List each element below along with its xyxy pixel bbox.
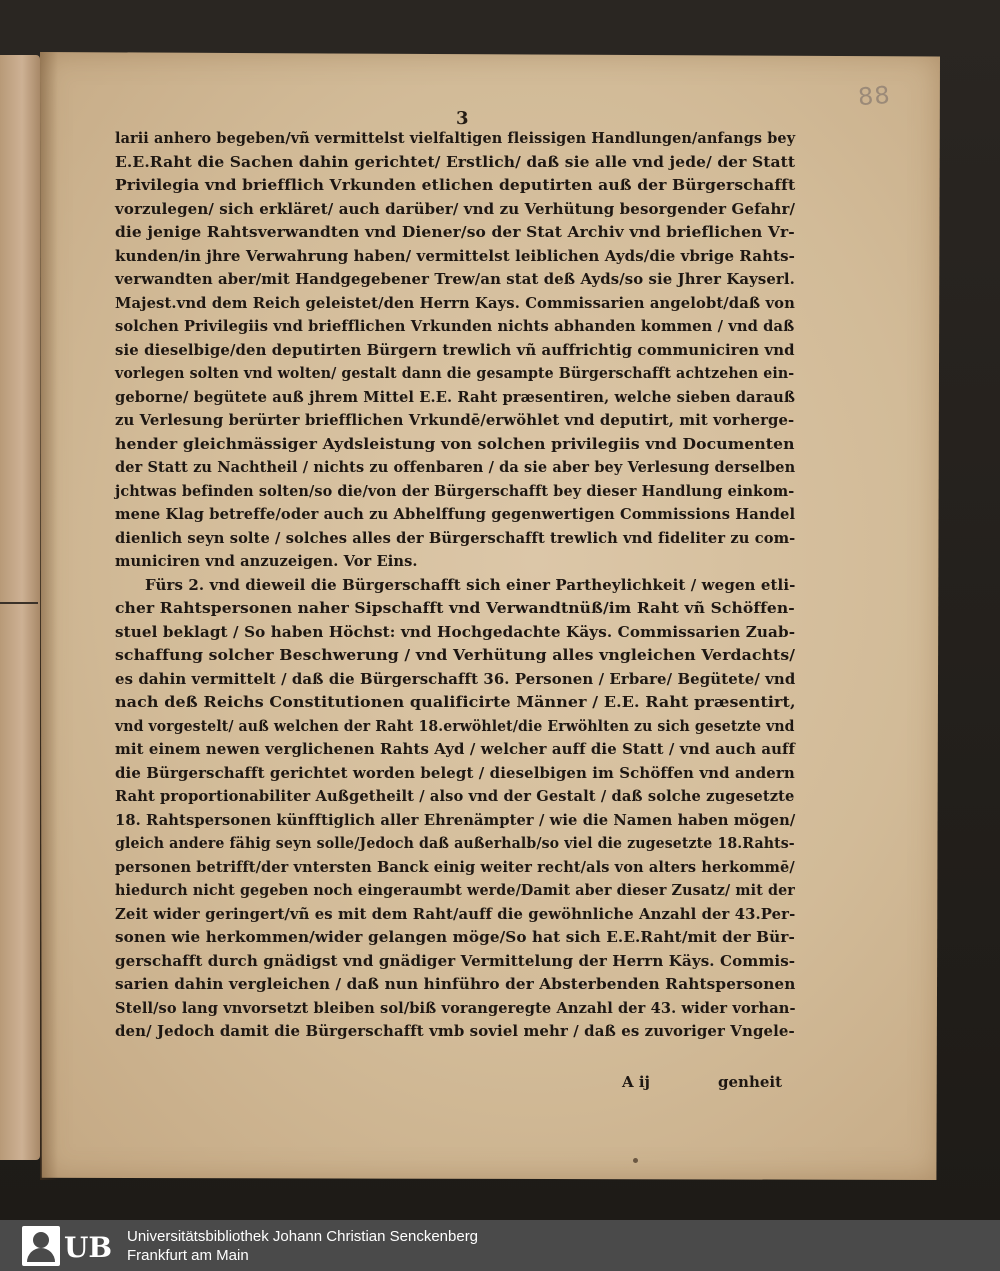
text-line: die Bürgerschafft gerichtet worden belegt / dieselbigen im Schöffen vnd andern (115, 764, 795, 782)
text-line: schaffung solcher Beschwerung / vnd Verhütung alles vngleichen Verdachts/ (115, 647, 796, 664)
text-line: Fürs 2. vnd dieweil die Bürgerschafft sich einer Partheylichkeit / wegen etli- (145, 576, 796, 594)
text-line: jchtwas befinden solten/so die/von der Bürgerschafft bey dieser Handlung einkom- (115, 482, 795, 500)
text-line: nach deß Reichs Constitutionen qualificirte Männer / E.E. Raht præsentirt, (115, 694, 796, 711)
text-line: sarien dahin vergleichen / daß nun hinführo der Absterbenden Rahtspersonen (115, 976, 796, 993)
text-line: der Statt zu Nachtheil / nichts zu offenbaren / da sie aber bey Verlesung derselben (115, 459, 796, 476)
text-line: solchen Privilegiis vnd briefflichen Vrkunden nichts abhanden kommen / vnd daß (115, 318, 795, 335)
pencil-folio-note: 88 (857, 80, 892, 112)
library-logo-text[interactable]: UB (64, 1231, 113, 1264)
text-line: vorlegen solten vnd wolten/ gestalt dann die gesampte Bürgerschafft achtzehen ein- (115, 365, 795, 382)
text-line: Majest.vnd dem Reich geleistet/den Herrn Kays. Commissarien angelobt/daß von (115, 294, 795, 312)
text-line: hiedurch nicht gegeben noch eingeraumbt werde/Damit aber dieser Zusatz/ mit der (115, 882, 795, 899)
previous-page-edge (0, 55, 40, 1160)
text-line: dienlich seyn solte / solches alles der Bürgerschafft trewlich vnd fideliter zu com- (115, 529, 796, 547)
text-line: gleich andere fähig seyn solle/Jedoch daß außerhalb/so viel die zugesetzte 18.Rahts- (115, 835, 795, 852)
text-line: verwandten aber/mit Handgegebener Trew/an stat deß Ayds/so sie Jhrer Kayserl. (115, 271, 795, 288)
text-line: den/ Jedoch damit die Bürgerschafft vmb soviel mehr / daß es zuvoriger Vngele- (115, 1023, 795, 1040)
page-tear-mark (0, 590, 38, 604)
text-line: personen betrifft/der vntersten Banck einig weiter recht/als von alters herkommē/ (115, 858, 795, 876)
text-line: geborne/ begütete auß jhrem Mittel E.E. Raht præsentiren, welche sieben darauß (115, 388, 796, 406)
text-line: Privilegia vnd briefflich Vrkunden etlichen deputirten auß der Bürgerschafft (115, 177, 796, 194)
text-line: mene Klag betreffe/oder auch zu Abhelffung gegenwertigen Commissions Handel (115, 506, 796, 523)
gutter-shadow (40, 52, 58, 1180)
ink-spot (633, 1158, 638, 1163)
text-line: larii anhero begeben/vñ vermittelst vielfaltigen fleissigen Handlungen/anfangs bey (115, 130, 796, 147)
text-line: es dahin vermittelt / daß die Bürgerschafft 36. Personen / Erbare/ Begütete/ vnd (115, 670, 796, 688)
catchword: genheit (718, 1073, 783, 1091)
signature-mark: A ij (622, 1073, 650, 1091)
text-line: 18. Rahtspersonen künfftiglich aller Ehrenämpter / wie die Namen haben mögen/ (115, 811, 796, 829)
text-line: kunden/in jhre Verwahrung haben/ vermittelst leiblichen Ayds/die vbrige Rahts- (115, 247, 796, 265)
text-line: vnd vorgestelt/ auß welchen der Raht 18.erwöhlet/die Erwöhlten zu sich gesetzte vnd (115, 717, 795, 735)
text-line: hender gleichmässiger Aydsleistung von solchen privilegiis vnd Documenten (115, 435, 795, 453)
text-line: zu Verlesung berürter briefflichen Vrkundē/erwöhlet vnd deputirt, mit vorherge- (115, 412, 795, 429)
page-number: 3 (456, 108, 469, 129)
institution-location: Frankfurt am Main (127, 1247, 249, 1264)
text-line: E.E.Raht die Sachen dahin gerichtet/ Erstlich/ daß sie alle vnd jede/ der Statt (115, 153, 796, 171)
text-line: municiren vnd anzuzeigen. Vor Eins. (115, 553, 418, 570)
text-line: gerschafft durch gnädigst vnd gnädiger Vermittelung der Herrn Käys. Commis- (115, 952, 796, 970)
text-line: sie dieselbige/den deputirten Bürgern trewlich vñ auffrichtig communiciren vnd (115, 341, 795, 359)
text-line: Zeit wider geringert/vñ es mit dem Raht/auff die gewöhnliche Anzahl der 43.Per- (115, 905, 796, 923)
logo-portrait-head (33, 1232, 49, 1248)
text-line: Stell/so lang vnvorsetzt bleiben sol/biß vorangeregte Anzahl der 43. wider vorhan- (115, 999, 796, 1017)
text-line: die jenige Rahtsverwandten vnd Diener/so der Stat Archiv vnd brieflichen Vr- (115, 224, 795, 241)
text-line: vorzulegen/ sich erkläret/ auch darüber/ vnd zu Verhütung besorgender Gefahr/ (115, 200, 796, 218)
text-line: Raht proportionabiliter Außgetheilt / also vnd der Gestalt / daß solche zugesetzte (115, 788, 795, 805)
text-line: mit einem newen verglichenen Rahts Ayd / welcher auff die Statt / vnd auch auff (115, 741, 796, 758)
text-line: sonen wie herkommen/wider gelangen möge/So hat sich E.E.Raht/mit der Bür- (115, 929, 795, 946)
text-line: stuel beklagt / So haben Höchst: vnd Hochgedachte Käys. Commissarien Zuab- (115, 623, 796, 641)
text-line: cher Rahtspersonen naher Sipschafft vnd Verwandtnüß/im Raht vñ Schöffen- (115, 600, 795, 617)
institution-name[interactable]: Universitätsbibliothek Johann Christian Senckenberg (127, 1228, 479, 1245)
